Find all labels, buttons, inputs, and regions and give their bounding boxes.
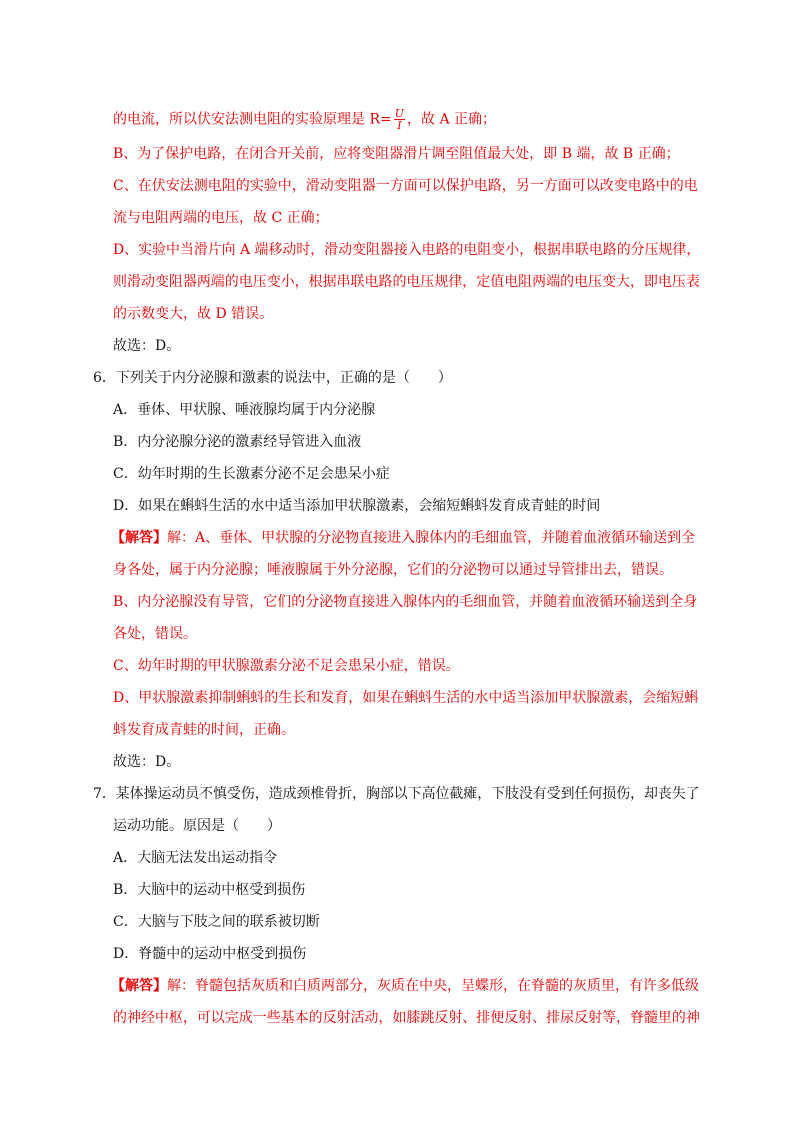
q6-option-b: B．内分泌腺分泌的激素经导管进入血液 xyxy=(113,434,362,450)
q6-stem: 6．下列关于内分泌腺和激素的说法中，正确的是（ ） xyxy=(93,370,452,386)
q6-answer-line: 身各处，属于内分泌腺；唾液腺属于外分泌腺，它们的分泌物可以通过导管排出去，错误。 xyxy=(113,562,673,578)
q6-answer-line: 蚪发育成青蛙的时间，正确。 xyxy=(113,722,295,738)
q5-option-c-analysis-cont: 流与电阻两端的电压，故 C 正确； xyxy=(113,210,329,226)
q6-option-a: A．垂体、甲状腺、唾液腺均属于内分泌腺 xyxy=(113,402,376,418)
q6-answer-line: C、幼年时期的甲状腺激素分泌不足会患呆小症，错误。 xyxy=(113,658,460,674)
q7-option-b: B．大脑中的运动中枢受到损伤 xyxy=(113,882,306,898)
fraction-u-over-i: $\frac{U}{I}$ xyxy=(394,107,405,132)
q6-answer-line: D、甲状腺激素抑制蝌蚪的生长和发育，如果在蝌蚪生活的水中适当添加甲状腺激素，会缩短蝌 xyxy=(113,690,699,706)
q6-answer-line: 各处，错误。 xyxy=(113,626,197,642)
q6-answer-first-line: 【解答】解：A、垂体、甲状腺的分泌物直接进入腺体内的毛细血管，并随着血液循环输送到全 xyxy=(111,530,696,546)
q7-stem-cont: 运动功能。原因是（ ） xyxy=(113,818,281,834)
q5-final-answer: 故选：D。 xyxy=(113,338,181,354)
answer-tag: 【解答】 xyxy=(111,530,167,546)
q7-stem: 7．某体操运动员不慎受伤，造成颈椎骨折，胸部以下高位截瘫，下肢没有受到任何损伤，却丧失了 xyxy=(93,786,700,802)
q7-option-d: D．脊髓中的运动中枢受到损伤 xyxy=(113,946,307,962)
q5-option-b-analysis: B、为了保护电路，在闭合开关前，应将变阻器滑片调至阻值最大处，即 B 端，故 B 正确； xyxy=(113,146,680,162)
q7-answer-line: 的神经中枢，可以完成一些基本的反射活动，如膝跳反射、排便反射、排尿反射等，脊髓里的神 xyxy=(113,1010,700,1026)
q5-option-d-analysis-end: 的示数变大，故 D 错误。 xyxy=(113,306,274,322)
q6-final-answer: 故选：D。 xyxy=(113,754,181,770)
q7-answer-first-line: 【解答】解：脊髓包括灰质和白质两部分，灰质在中央，呈蝶形，在脊髓的灰质里，有许多低级 xyxy=(111,978,699,994)
q6-answer-line: B、内分泌腺没有导管，它们的分泌物直接进入腺体内的毛细血管，并随着血液循环输送到全身 xyxy=(113,594,698,610)
q5-option-d-analysis-cont: 则滑动变阻器两端的电压变小，根据串联电路的电压规律，定值电阻两端的电压变大，即电压表 xyxy=(113,274,700,290)
q6-option-c: C．幼年时期的生长激素分泌不足会患呆小症 xyxy=(113,466,390,482)
q6-option-d: D．如果在蝌蚪生活的水中适当添加甲状腺激素，会缩短蝌蚪发育成青蛙的时间 xyxy=(113,498,601,514)
q5-option-d-analysis: D、实验中当滑片向 A 端移动时，滑动变阻器接入电路的电阻变小，根据串联电路的分压规律， xyxy=(113,242,701,258)
q7-option-a: A．大脑无法发出运动指令 xyxy=(113,850,278,866)
q7-option-c: C．大脑与下肢之间的联系被切断 xyxy=(113,914,320,930)
q5-answer-line-1: 的电流，所以伏安法测电阻的实验原理是 R= $\frac{U}{I}$ ，故 A 正确； xyxy=(113,107,497,132)
answer-tag: 【解答】 xyxy=(111,978,167,994)
q5-option-c-analysis: C、在伏安法测电阻的实验中，滑动变阻器一方面可以保护电路，另一方面可以改变电路中的电 xyxy=(113,178,698,194)
